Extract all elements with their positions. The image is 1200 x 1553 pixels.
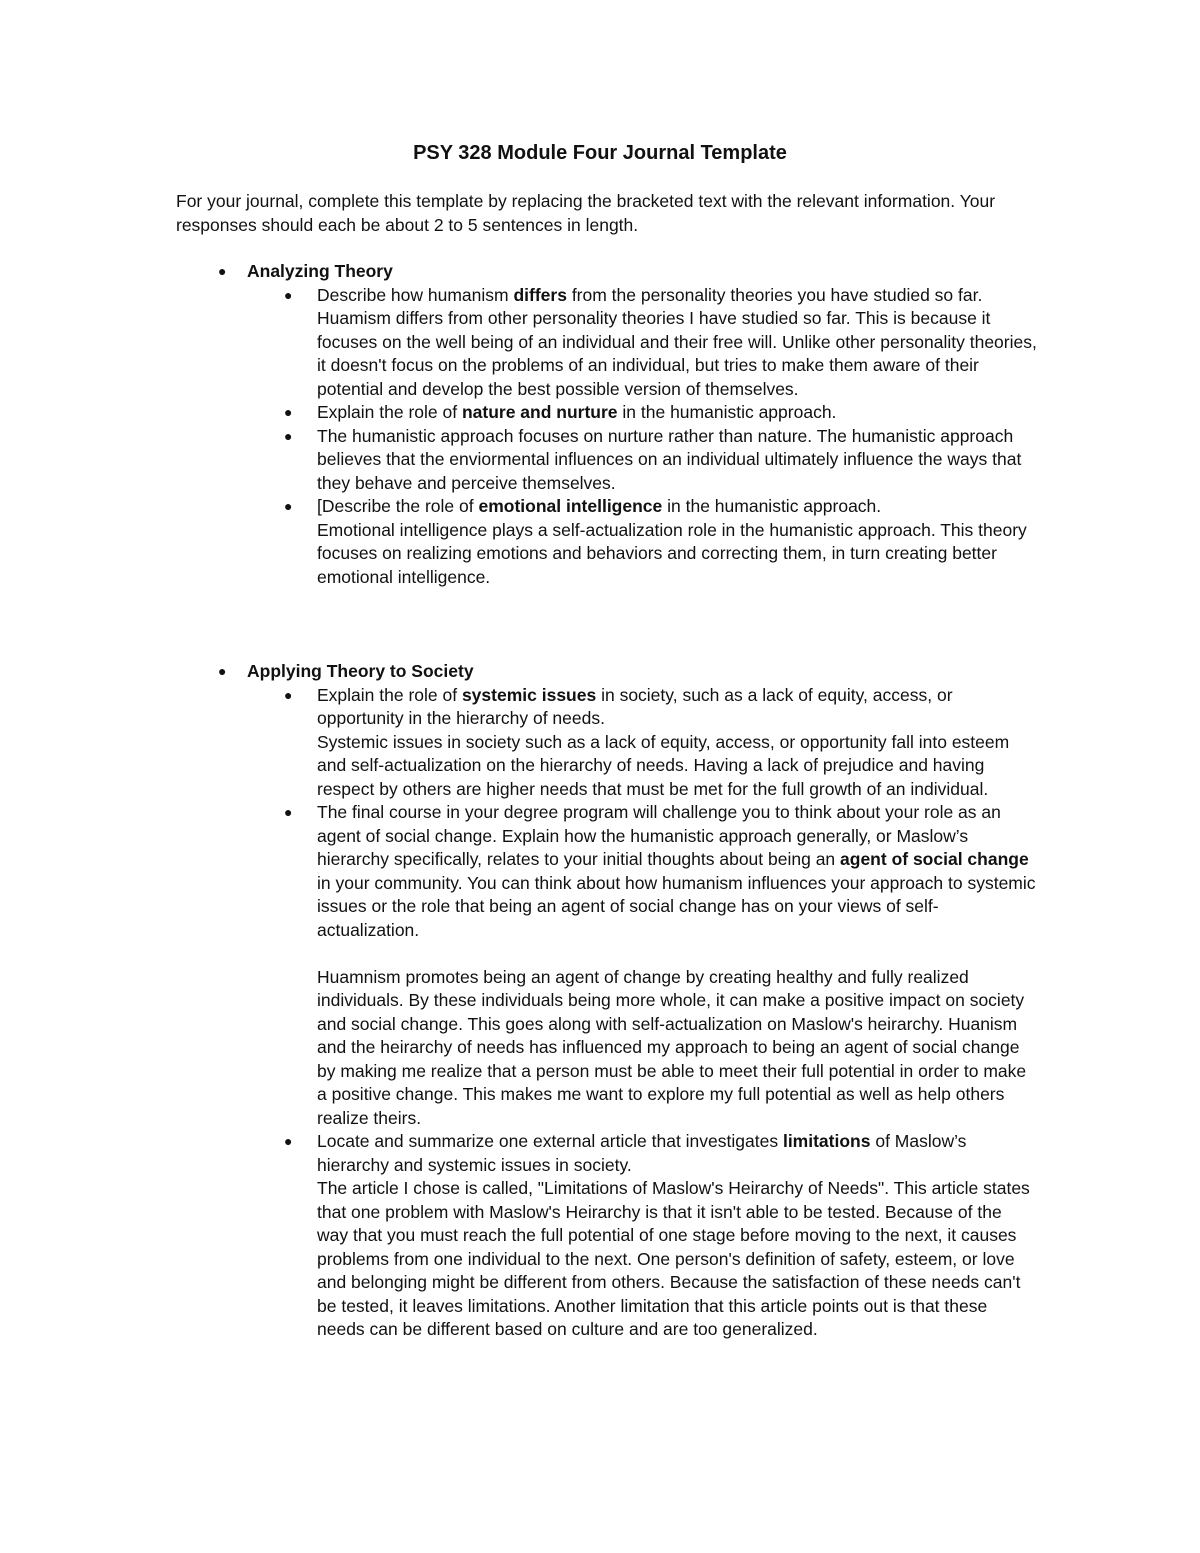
section-analyzing-theory [176,260,1036,589]
list-item [176,495,1037,589]
section-heading: ● Applying Theory to Society [176,660,1036,684]
list-item [176,1130,1037,1342]
list-item [176,425,1037,496]
blank-line [317,942,1037,966]
list-item [176,801,1037,1130]
bullet-icon: ● [284,1133,293,1149]
bullet-icon: ● [284,404,293,420]
prompt-text: Locate and summarize one external article that investigates limitations of Maslow’s hierarchy and systemic issues in society. [317,1131,967,1175]
bullet-icon: ● [284,686,293,703]
prompt-text: [Describe the role of emotional intelligence in the humanistic approach. [317,496,882,516]
intro-paragraph: For your journal, complete this template by replacing the bracketed text with the relevant information. Your responses should each be about 2 to 5 sentences in length. [176,191,996,235]
response-text: Systemic issues in society such as a lack of equity, access, or opportunity fall into esteem and self-actualization on the hierarchy of needs. Having a lack of prejudice and having respect by others are higher needs that must be met for the full growth of an individual. [317,731,1010,799]
section-applying-theory [176,660,1036,1342]
prompt-text: Explain the role of nature and nurture in the humanistic approach. [317,402,837,422]
response-text: The article I chose is called, "Limitations of Maslow's Heirarchy of Needs". This article states that one problem with Maslow's Heirarchy is that it isn't able to be tested. Because of the way that you must reach the full potential of one stage before moving to the next, it causes problems from one individual to the next. One person's definition of safety, esteem, or love and belonging might be different from others. Because the satisfaction of these needs can't be tested, it leaves limitations. Another limitation that this article points out is that these needs can be different based on culture and are too generalized. [317,1178,1030,1339]
bullet-icon: ● [284,286,293,303]
section-heading: ● Analyzing Theory [176,260,1036,284]
bullet-icon: ● [284,427,293,444]
response-text: Huamnism promotes being an agent of change by creating healthy and fully realized individuals. By these individuals being more whole, it can make a positive impact on society and social change. This goes along with self-actualization on Maslow's heirarchy. Huanism and the heirarchy of needs has influenced my approach to being an agent of social change by making me realize that a person must be able to meet their full potential in order to make a positive change. This makes me want to explore my full potential as well as help others realize theirs. [317,966,1027,1128]
response-text: The humanistic approach focuses on nurture rather than nature. The humanistic approach believes that the enviormental influences on an individual ultimately influence the ways that they behave and perceive themselves. [317,425,1022,493]
list-item [176,684,1037,802]
prompt-text: The final course in your degree program will challenge you to think about your role as an agent of social change. Explain how the humanistic approach generally, or Maslow’s hierarchy specifically, relates to your initial thoughts about being an agent of social change in your community. You can think about how humanism influences your approach to systemic issues or the role that being an agent of social change has on your views of self-actualization. [317,802,1036,940]
bullet-icon: ● [218,263,227,279]
prompt-text: Describe how humanism differs from the personality theories you have studied so far. [317,284,983,305]
response-text: Emotional intelligence plays a self-actualization role in the humanistic approach. This theory focuses on realizing emotions and behaviors and correcting them, in turn creating better emotional intelligence. [317,519,1027,587]
list-item [176,401,1037,425]
bullet-icon: ● [284,498,293,514]
bullet-icon: ● [218,663,227,679]
list-item [176,284,1037,402]
prompt-text: Explain the role of systemic issues in society, such as a lack of equity, access, or opportunity in the hierarchy of needs. [317,684,953,728]
bullet-icon: ● [284,804,293,820]
document-title: PSY 328 Module Four Journal Template [413,142,787,164]
response-text: Huamism differs from other personality theories I have studied so far. This is because it focuses on the well being of an individual and their free will. Unlike other personality theories, it doesn't focus on the problems of an individual, but tries to make them aware of their potential and develop the best possible version of themselves. [317,308,1037,399]
